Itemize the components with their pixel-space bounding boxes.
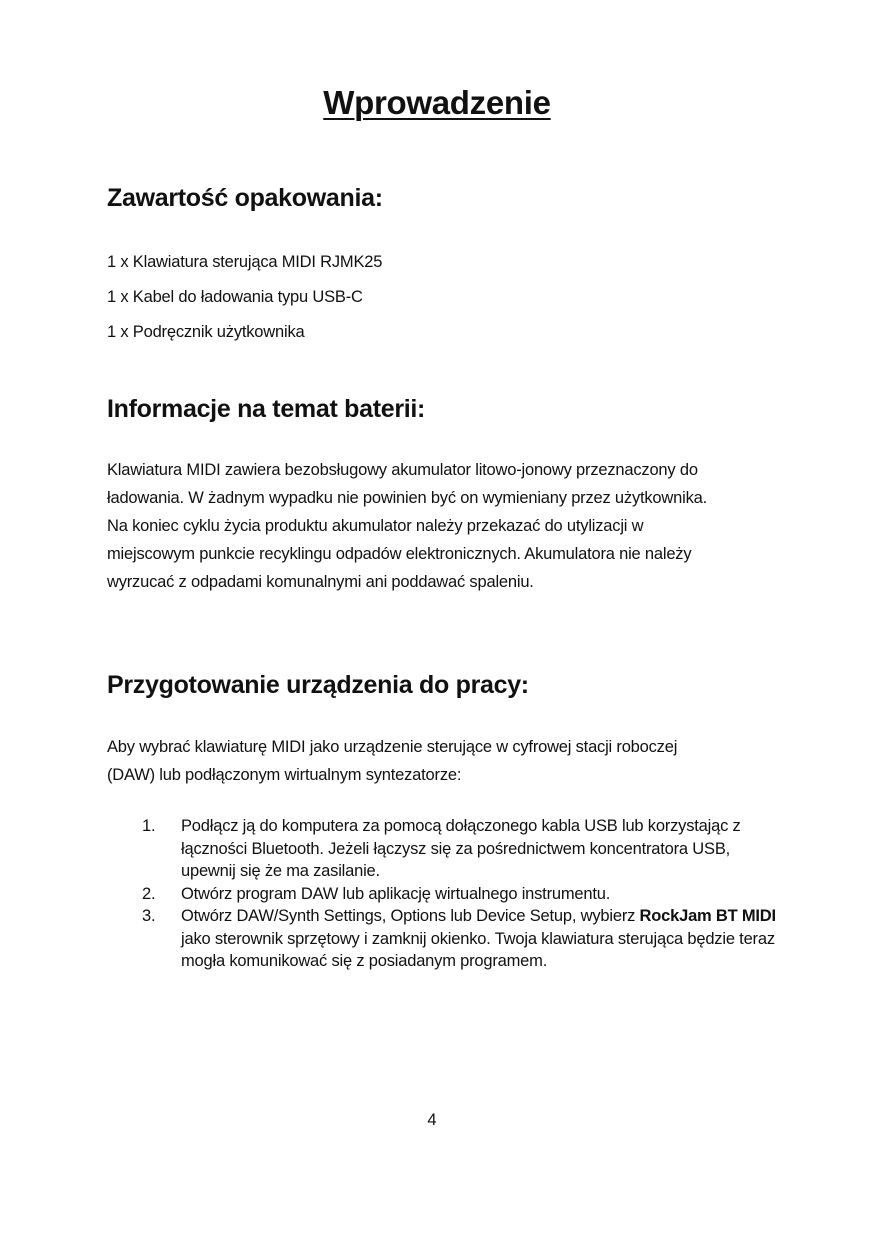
setup-step bbox=[142, 883, 782, 906]
setup-steps-list bbox=[142, 815, 782, 973]
setup-step bbox=[142, 815, 782, 883]
step-text: Otwórz program DAW lub aplikację wirtualnego instrumentu. bbox=[181, 884, 611, 903]
package-item: 1 x Podręcznik użytkownika bbox=[107, 323, 305, 341]
package-contents-heading: Zawartość opakowania: bbox=[107, 184, 383, 212]
page-number: 4 bbox=[427, 1111, 437, 1129]
setup-step bbox=[142, 905, 782, 973]
battery-info-line: Klawiatura MIDI zawiera bezobsługowy akumulator litowo-jonowy przeznaczony do bbox=[107, 461, 698, 479]
page-title: Wprowadzenie bbox=[323, 84, 551, 121]
battery-info-line: miejscowym punkcie recyklingu odpadów elektronicznych. Akumulatora nie należy bbox=[107, 545, 692, 563]
device-name: RockJam BT MIDI bbox=[639, 907, 776, 925]
battery-info-line: Na koniec cyklu życia produktu akumulator należy przekazać do utylizacji w bbox=[107, 517, 644, 535]
battery-info-line: wyrzucać z odpadami komunalnymi ani poddawać spaleniu. bbox=[107, 573, 534, 591]
battery-info-heading: Informacje na temat baterii: bbox=[107, 395, 426, 423]
setup-heading: Przygotowanie urządzenia do pracy: bbox=[107, 671, 529, 699]
battery-info-line: ładowania. W żadnym wypadku nie powinien być on wymieniany przez użytkownika. bbox=[107, 489, 707, 507]
step-text: Podłącz ją do komputera za pomocą dołączonego kabla USB lub korzystając z łączności Bluetooth. Jeżeli łączysz się za pośrednictwem koncentratora USB, upewnij się że ma zasilanie. bbox=[181, 817, 741, 880]
step-number: 3. bbox=[142, 907, 156, 925]
step-number: 2. bbox=[142, 884, 156, 903]
setup-intro-line: Aby wybrać klawiaturę MIDI jako urządzenie sterujące w cyfrowej stacji roboczej bbox=[107, 738, 678, 756]
setup-intro-line: (DAW) lub podłączonym wirtualnym syntezatorze: bbox=[107, 766, 462, 784]
step-text-after: jako sterownik sprzętowy i zamknij okienko. Twoja klawiatura sterująca będzie teraz mogła komunikować się z posiadanym programem. bbox=[181, 929, 775, 970]
step-text bbox=[181, 905, 782, 973]
step-text-before: Otwórz DAW/Synth Settings, Options lub Device Setup, wybierz bbox=[181, 907, 640, 925]
step-number: 1. bbox=[142, 817, 156, 835]
package-item: 1 x Klawiatura sterująca MIDI RJMK25 bbox=[107, 253, 383, 271]
package-item: 1 x Kabel do ładowania typu USB-C bbox=[107, 288, 363, 306]
